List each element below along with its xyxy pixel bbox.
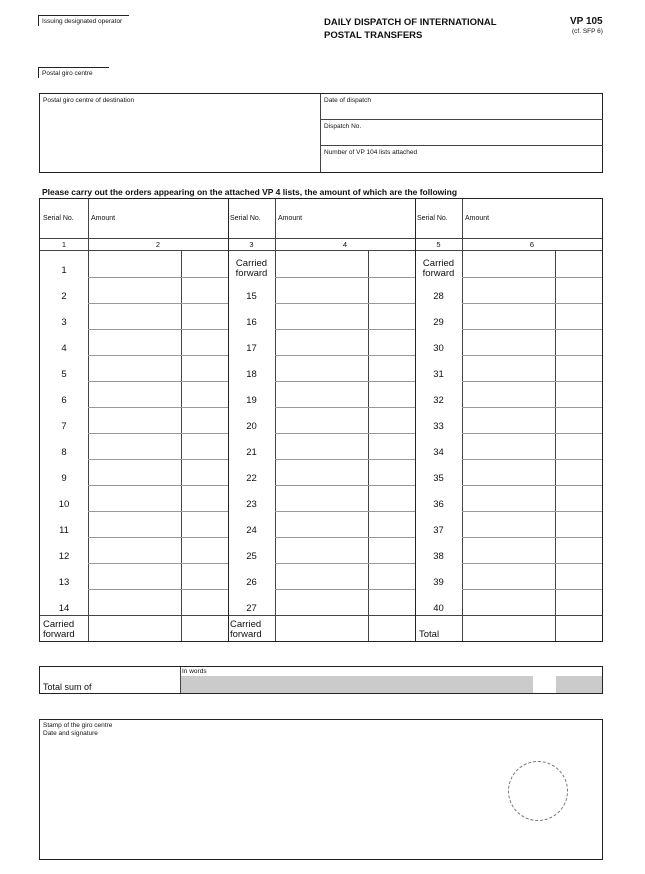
col-number-3: 3 <box>249 240 254 249</box>
total-sum-label: Total sum of <box>43 682 92 692</box>
serial-number-cell: 37 <box>433 525 444 536</box>
serial-number-cell: 36 <box>433 499 444 510</box>
serial-number-cell: 29 <box>433 317 444 328</box>
date-signature-label: Date and signature <box>43 730 98 737</box>
total-label: Total <box>419 629 440 640</box>
serial-number-cell: 15 <box>246 291 257 302</box>
destination-label: Postal giro centre of destination <box>43 97 135 104</box>
serial-number-cell: 10 <box>58 499 70 510</box>
col-number-1: 1 <box>61 240 67 249</box>
title-line-1: DAILY DISPATCH OF INTERNATIONAL <box>324 17 497 28</box>
serial-number-cell: 16 <box>246 317 257 328</box>
amount-header-3: Amount <box>465 215 490 222</box>
serial-number-cell: 5 <box>61 369 67 380</box>
giro-centre-corner <box>38 67 109 78</box>
serial-number-cell: 38 <box>433 551 444 562</box>
serial-number-cell: 31 <box>433 369 444 380</box>
stamp-circle <box>508 761 568 821</box>
serial-number-cell: 39 <box>433 577 444 588</box>
serial-number-cell: 13 <box>58 577 70 588</box>
title-line-2: POSTAL TRANSFERS <box>324 30 423 41</box>
total-sum-box <box>39 666 603 694</box>
in-words-label: In words <box>182 668 207 675</box>
amount-figure-field[interactable] <box>556 676 602 693</box>
stamp-box <box>39 719 603 860</box>
serial-number-cell: 30 <box>433 343 444 354</box>
amount-header-1: Amount <box>91 215 116 222</box>
serial-number-cell: 23 <box>246 499 257 510</box>
date-of-dispatch-label: Date of dispatch <box>324 97 371 104</box>
serial-number-cell: 40 <box>433 603 444 614</box>
serial-number-cell: 20 <box>246 421 257 432</box>
serial-number-cell: 1 <box>61 265 67 276</box>
serial-header-3: Serial No. <box>417 215 448 222</box>
serial-number-cell: 28 <box>433 291 444 302</box>
serial-header-2: Serial No. <box>230 215 261 222</box>
lists-attached-label: Number of VP 104 lists attached <box>324 149 418 156</box>
amount-header-2: Amount <box>278 215 303 222</box>
serial-number-cell: 4 <box>61 343 67 354</box>
amount-words-field[interactable] <box>181 676 533 693</box>
serial-number-cell: 8 <box>61 447 67 458</box>
transfer-table <box>39 198 603 642</box>
stamp-label: Stamp of the giro centre <box>43 722 113 729</box>
serial-number-cell: 35 <box>433 473 444 484</box>
issuing-operator-label: Issuing designated operator <box>42 18 123 25</box>
serial-header-1: Serial No. <box>43 215 74 222</box>
col-number-6: 6 <box>529 240 535 249</box>
giro-centre-label: Postal giro centre <box>42 70 93 77</box>
col-number-2: 2 <box>155 240 161 249</box>
col-number-4: 4 <box>342 240 348 249</box>
serial-number-cell: 19 <box>246 395 257 406</box>
serial-number-cell: 21 <box>246 447 257 458</box>
serial-number-cell: 25 <box>246 551 257 562</box>
dispatch-no-label: Dispatch No. <box>324 123 362 130</box>
serial-number-cell: 33 <box>433 421 444 432</box>
carried-forward-top-2: Carried forward <box>235 258 268 279</box>
serial-number-cell: 24 <box>246 525 257 536</box>
serial-number-cell: 27 <box>246 603 257 614</box>
col-number-5: 5 <box>436 240 441 249</box>
serial-number-cell: 12 <box>58 551 70 562</box>
carried-forward-footer-2: Carried forward <box>230 619 262 640</box>
form-code: VP 105 <box>570 16 603 27</box>
serial-number-cell: 22 <box>246 473 257 484</box>
carried-forward-footer-1: Carried forward <box>43 619 75 640</box>
destination-box <box>39 93 603 173</box>
serial-number-cell: 32 <box>433 395 444 406</box>
serial-number-cell: 14 <box>58 603 70 614</box>
serial-number-cell: 7 <box>61 421 67 432</box>
serial-number-cell: 34 <box>433 447 444 458</box>
serial-number-cell: 11 <box>59 525 69 536</box>
serial-number-cell: 3 <box>61 317 67 328</box>
serial-number-cell: 18 <box>246 369 257 380</box>
form-ref: (cf. SFP 6) <box>572 28 603 35</box>
serial-number-cell: 2 <box>61 291 67 302</box>
instruction-text: Please carry out the orders appearing on the attached VP 4 lists, the amount of which are the following <box>42 187 458 197</box>
issuing-operator-corner <box>38 15 129 26</box>
serial-number-cell: 17 <box>246 343 257 354</box>
serial-number-cell: 9 <box>61 473 67 484</box>
serial-number-cell: 6 <box>61 395 67 406</box>
serial-number-cell: 26 <box>246 577 257 588</box>
carried-forward-top-3: Carried forward <box>422 258 455 279</box>
